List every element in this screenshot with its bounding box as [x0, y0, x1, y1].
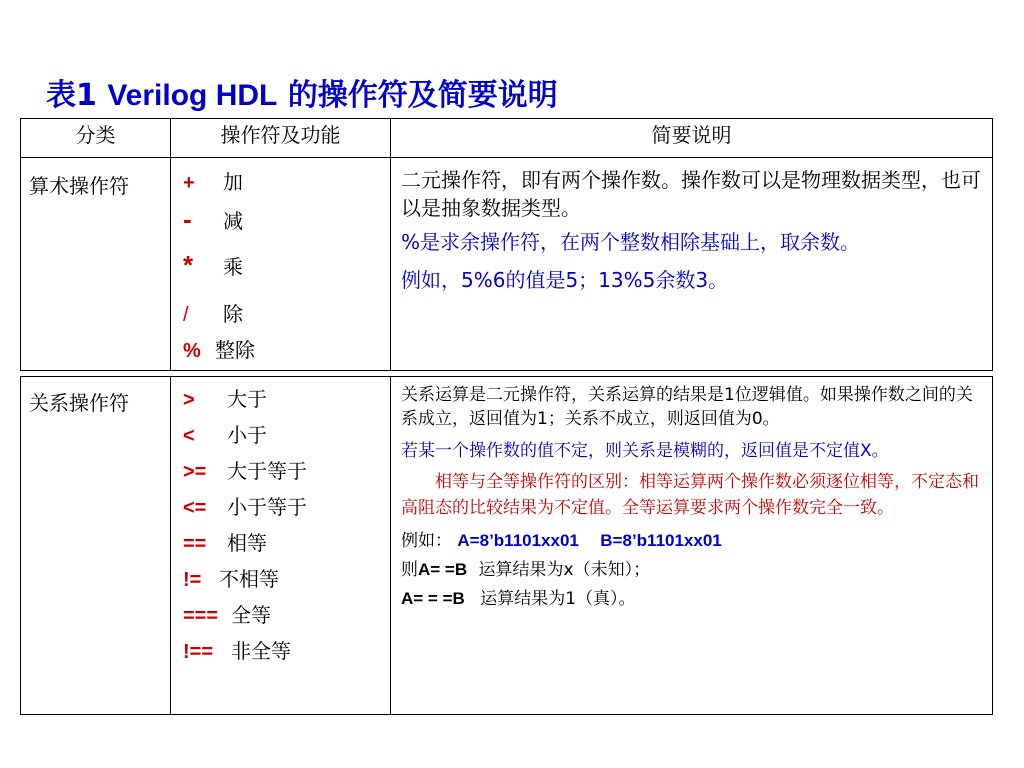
- table-row-arithmetic: [21, 158, 993, 371]
- example-a: A=8’b1101xx01: [457, 531, 579, 550]
- desc-text: 相等与全等操作符的区别：相等运算两个操作数必须逐位相等，不定态和高阻态的比较结果为不定值。全等运算要求两个操作数完全一致。: [401, 472, 979, 518]
- op-symbol: !==: [183, 641, 214, 663]
- line2-expr: A= =B: [418, 560, 468, 579]
- operator-table-arithmetic: [20, 118, 993, 371]
- title-prefix: 表1: [46, 78, 97, 113]
- op-label: 除: [223, 302, 243, 326]
- op-item: [183, 563, 390, 599]
- op-label: 小于等于: [227, 495, 307, 519]
- header-category: 分类: [21, 119, 171, 158]
- op-symbol: /: [183, 304, 189, 326]
- example-line: [401, 527, 984, 555]
- op-label: 大于: [227, 387, 267, 411]
- header-operators: 操作符及功能: [171, 119, 391, 158]
- op-label: 不相等: [219, 567, 279, 591]
- op-item: [183, 250, 390, 298]
- op-item: [183, 166, 390, 204]
- op-symbol: >=: [183, 461, 207, 483]
- op-item: [183, 334, 390, 370]
- ops-relational: [171, 377, 391, 715]
- op-item: [183, 635, 390, 671]
- ops-arithmetic: [171, 158, 391, 371]
- header-description: 简要说明: [391, 119, 993, 158]
- op-label: 乘: [223, 255, 243, 279]
- op-symbol: ===: [183, 605, 219, 627]
- op-label: 减: [223, 209, 243, 233]
- op-label: 全等: [231, 603, 271, 627]
- op-label: 整除: [215, 338, 255, 362]
- op-item: [183, 298, 390, 334]
- op-item: [183, 491, 390, 527]
- op-symbol: *: [183, 250, 194, 280]
- op-item: [183, 383, 390, 419]
- op-symbol: >: [183, 389, 195, 411]
- op-symbol: <: [183, 425, 195, 447]
- op-label: 相等: [227, 531, 267, 555]
- category-relational: 关系操作符: [21, 377, 171, 715]
- line2-text: 运算结果为x（未知）；: [478, 560, 651, 580]
- op-item: [183, 527, 390, 563]
- op-item: [183, 419, 390, 455]
- line3-text: 运算结果为1（真）。: [480, 589, 636, 609]
- op-label: 非全等: [231, 639, 291, 663]
- op-label: 小于: [227, 423, 267, 447]
- desc-text: 例如，5%6的值是5；13%5余数3。: [401, 268, 729, 292]
- desc-text: %是求余操作符，在两个整数相除基础上，取余数。: [401, 230, 861, 254]
- op-symbol: %: [183, 340, 201, 362]
- example-b: B=8’b1101xx01: [600, 531, 722, 550]
- op-symbol: +: [183, 172, 195, 194]
- op-symbol: ==: [183, 533, 207, 555]
- table-header-row: [21, 119, 993, 158]
- table-row-relational: [21, 377, 993, 715]
- desc-arithmetic: [391, 158, 993, 371]
- example-result-line: [401, 585, 984, 613]
- title-suffix: 的操作符及简要说明: [287, 78, 558, 113]
- line2-prefix: 则: [401, 560, 418, 580]
- category-arithmetic: 算术操作符: [21, 158, 171, 371]
- op-item: [183, 599, 390, 635]
- op-item: [183, 204, 390, 250]
- example-prefix: 例如：: [401, 531, 452, 551]
- page-title: [46, 70, 558, 114]
- op-symbol: !=: [183, 569, 202, 591]
- op-symbol: <=: [183, 497, 207, 519]
- title-latin: Verilog HDL: [107, 79, 278, 112]
- line3-expr: A= = =B: [401, 589, 465, 608]
- example-result-line: [401, 555, 984, 585]
- op-item: [183, 455, 390, 491]
- desc-text: 关系运算是二元操作符，关系运算的结果是1位逻辑值。如果操作数之间的关系成立，返回值为1；关系不成立，则返回值为0。: [401, 385, 973, 429]
- desc-relational: [391, 377, 993, 715]
- operator-table-relational: [20, 376, 993, 715]
- op-label: 大于等于: [227, 459, 307, 483]
- op-symbol: -: [183, 204, 192, 234]
- desc-text: 二元操作符，即有两个操作数。操作数可以是物理数据类型，也可以是抽象数据类型。: [401, 168, 981, 220]
- op-label: 加: [223, 170, 243, 194]
- desc-text: 若某一个操作数的值不定，则关系是模糊的，返回值是不定值X。: [401, 441, 889, 461]
